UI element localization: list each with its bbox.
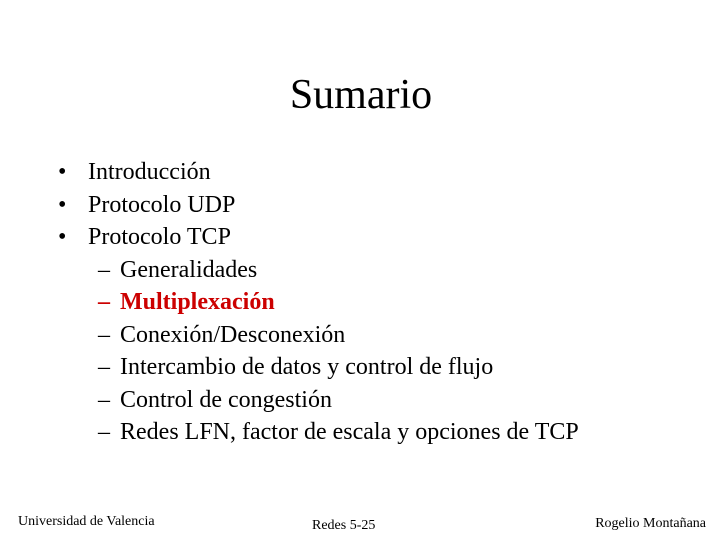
footer-author: Rogelio Montañana <box>595 516 706 531</box>
slide-content <box>58 156 708 449</box>
bullet-icon: • <box>58 159 67 185</box>
dash-icon: – <box>98 386 110 413</box>
bullet-icon: • <box>58 224 67 250</box>
sub-item-text: Redes LFN, factor de escala y opciones de TCP <box>120 419 579 445</box>
bullet-item <box>58 189 708 222</box>
slide-title: Sumario <box>289 72 433 118</box>
dash-icon: – <box>98 321 110 348</box>
footer-slide-number: Redes 5-25 <box>312 518 376 533</box>
bullet-item <box>58 221 708 254</box>
dash-icon: – <box>98 256 110 283</box>
sub-item <box>58 351 708 384</box>
sub-item-text: Control de congestión <box>120 386 332 413</box>
dash-icon: – <box>98 289 110 315</box>
sub-item-text: Intercambio de datos y control de flujo <box>120 354 494 380</box>
sub-item-text: Generalidades <box>120 256 258 283</box>
sub-item-text: Multiplexación <box>120 289 275 315</box>
dash-icon: – <box>98 419 110 445</box>
footer-institution: Universidad de Valencia <box>18 514 155 529</box>
sub-item <box>58 384 708 417</box>
sub-item-current <box>58 286 708 319</box>
bullet-text: Protocolo TCP <box>88 224 231 250</box>
sub-item <box>58 416 708 449</box>
sub-item-text: Conexión/Desconexión <box>120 321 346 348</box>
sub-item <box>58 254 708 287</box>
bullet-text: Introducción <box>88 159 211 185</box>
dash-icon: – <box>98 354 110 380</box>
sub-item <box>58 319 708 352</box>
bullet-text: Protocolo UDP <box>88 191 236 218</box>
bullet-icon: • <box>58 191 67 218</box>
bullet-item <box>58 156 708 189</box>
